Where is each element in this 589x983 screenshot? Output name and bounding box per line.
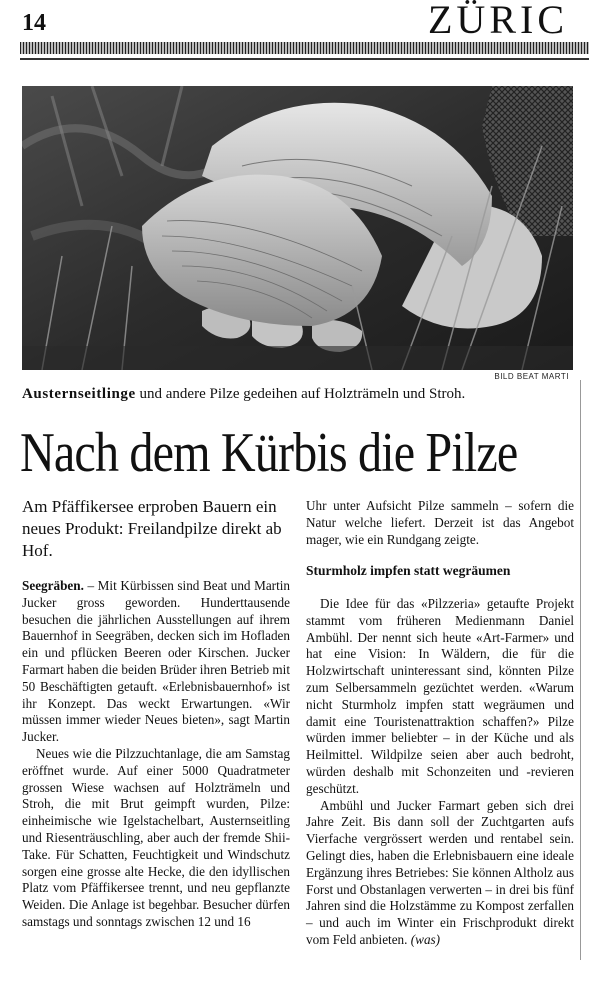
paragraph-4 <box>306 798 574 949</box>
author-initials: (was) <box>410 931 441 947</box>
caption-text: und andere Pilze gedeihen auf Holzträmeln und Stroh. <box>135 386 466 402</box>
headline: Nach dem Kürbis die Pilze <box>20 422 518 484</box>
paragraph-2-continued: Uhr unter Aufsicht Pilze sammeln – sofern die Natur welche liefert. Derzeit ist das Angebot mager, wie ein Rundgang zeigte. <box>306 498 574 547</box>
column-rule <box>580 380 581 960</box>
oyster-mushroom-photo <box>22 86 573 370</box>
body-column-right <box>306 596 574 949</box>
header-rule-thin <box>20 58 589 60</box>
section-title: ZÜRIC <box>428 0 568 42</box>
paragraph-1 <box>22 578 290 746</box>
lead: Am Pfäffikersee erproben Bauern ein neues Produkt: Freilandpilze direkt ab Hof. <box>22 497 282 560</box>
header-rule <box>20 42 589 54</box>
paragraph-3: Die Idee für das «Pilzzeria» getaufte Projekt stammt vom früheren Medienmann Daniel Ambühl. Der nennt sich heute «Art-Farmer» und hat eine Vision: In Wäldern, die für die Holzwirtschaft uninteressant sind, könnten Pilze zum Selbersammeln gezüchtet werden. «Warum nicht Sturmholz impfen statt wegräumen und damit eine Touristenattraktion schaffen?» Pilze würden immer beliebter – in der Küche und als Heilmittel. Wildpilze seien aber auch bedroht, würden deshalb mit Schonzeiten und -revieren geschützt. <box>306 596 574 796</box>
caption-bold: Austernseitlinge <box>22 386 136 402</box>
dateline: Seegräben. <box>22 578 84 593</box>
body-column-left <box>22 578 290 931</box>
photo-credit: BILD BEAT MARTI <box>494 372 569 381</box>
paragraph-1-text: – Mit Kürbissen sind Beat und Martin Jucker gross geworden. Hunderttausende besuchen die jährlichen Ausstellungen auf ihrem Bauernhof in Seegräben, decken sich im Hofladen ein und pflücken Beeren oder Kirschen. Jucker Farmart haben die beiden Brüder ihren Betrieb mit 50 Beschäftigten getauft. «Erlebnisbauernhof» ist ihr Konzept. Das weckt Erwartungen. «Wir müssen immer wieder Neues bieten», sagt Martin Jucker. <box>22 578 290 745</box>
subheading: Sturmholz impfen statt wegräumen <box>306 563 511 578</box>
paragraph-2: Neues wie die Pilzzuchtanlage, die am Samstag eröffnet wurde. Auf einer 5000 Quadratmeter grossen Wiese wachsen auf Holzträmeln und Stroh, die mit Brut geimpft wurden, Pilze: einheimische wie Igelstachelbart, Austernseitling und Riesenträuschling, aber auch der fremde Shii-Take. Für Schatten, Feuchtigkeit und Windschutz sorgen eine grosse alte Hecke, die den idyllischen Platz vom Pfäffikersee trennt, und neu gepflanzte Weiden. Die Anlage ist begehbar. Besucher dürfen samstags und sonntags zwischen 12 und 16 <box>22 745 290 929</box>
photo-caption <box>22 384 582 404</box>
paragraph-4-text: Ambühl und Jucker Farmart geben sich drei Jahre Zeit. Bis dann soll der Zuchtgarten aufs Vierfache vergrössert werden und rentabel sein. Gelingt dies, haben die Erlebnisbauern eine ideale Ergänzung ihres Betriebes: Sie können Altholz aus Forst und Obstanlagen verwerten – in drei bis fünf Jahren sind die Holzstämme zu Kompost zerfallen – und auch im Winter ein Frischprodukt direkt vom Feld anbieten. <box>306 797 574 947</box>
page-number: 14 <box>22 10 46 36</box>
